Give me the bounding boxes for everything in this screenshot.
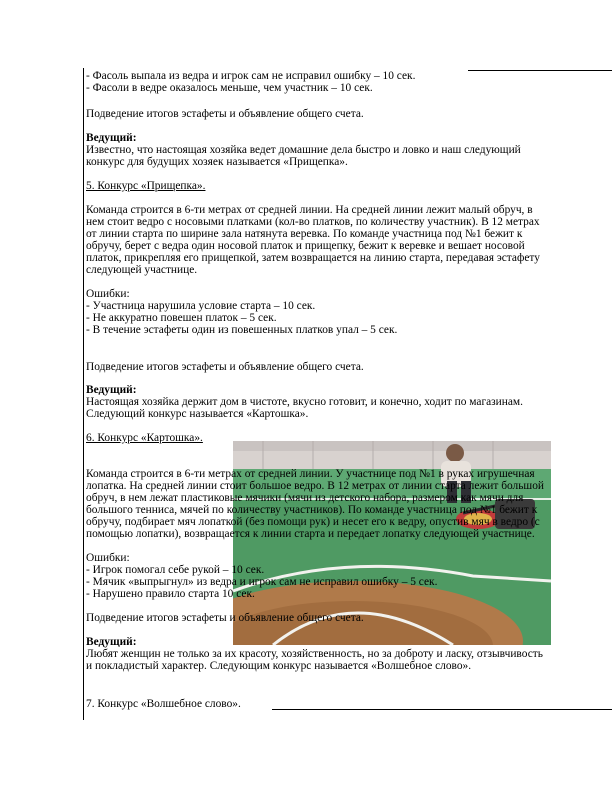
host-text-3a: Любят женщин не только за их красоту, хозяйственность, но за доброту и ласку, отзывчивость [86, 648, 543, 660]
section-6-text-2: лопатка. На средней линии стоит большое ведро. В 12 метрах от линии старта лежит большой [86, 480, 544, 492]
host-text-2a: Настоящая хозяйка держит дом в чистоте, вкусно готовит, и конечно, ходит по магазинам. [86, 396, 523, 408]
section-5-heading: 5. Конкурс «Прищепка». [86, 180, 206, 192]
summary-line-2: Подведение итогов эстафеты и объявление общего счета. [86, 361, 364, 373]
section-5-text-5: платок, прикрепляя его прищепкой, затем возвращается на линию старта, передавая эстафету [86, 252, 540, 264]
summary-line-3: Подведение итогов эстафеты и объявление общего счета. [86, 612, 364, 624]
errors-label-6: Ошибки: [86, 552, 130, 564]
host-text-1a: Известно, что настоящая хозяйка ведет домашние дела быстро и ловко и наш следующий [86, 144, 521, 156]
error-6-3: - Нарушено правило старта 10 сек. [86, 588, 255, 600]
section-5-text-6: следующей участнице. [86, 264, 198, 276]
section-7-rule [272, 709, 612, 710]
section-6-text-5: обручу, подбирает мяч лопаткой (без помощи рук) и несет его к ведру, опустив мяч в ведро (с [86, 516, 540, 528]
host-label-2: Ведущий: [86, 384, 137, 396]
top-right-rule [468, 70, 612, 71]
host-text-1b: конкурс для будущих хозяек называется «Прищепка». [86, 156, 348, 168]
section-5-text-4: обручу, берет с ведра один носовой платок и прищепку, бежит к веревке и вешает носовой [86, 240, 525, 252]
errors-label-5: Ошибки: [86, 288, 130, 300]
section-6-text-6: помощью лопатки), возвращается к линии старта и передает лопатку следующей участнице. [86, 528, 535, 540]
host-text-2b: Следующий конкурс называется «Картошка». [86, 408, 309, 420]
error-6-1: - Игрок помогал себе рукой – 10 сек. [86, 564, 265, 576]
host-label-3: Ведущий: [86, 636, 137, 648]
error-line-2: - Фасоли в ведре оказалось меньше, чем участник – 10 сек. [86, 82, 373, 94]
section-5-text-2: нем стоит ведро с носовыми платками (кол-во платков, по количеству участник). В 12 метрах [86, 216, 540, 228]
error-6-2: - Мячик «выпрыгнул» из ведра и игрок сам не исправил ошибку – 5 сек. [86, 576, 438, 588]
section-5-text-3: от линии старта по ширине зала натянута веревка. По команде участница под №1 бежит к [86, 228, 523, 240]
host-text-3b: и покладистый характер. Следующим конкурс называется «Волшебное слово». [86, 660, 472, 672]
error-5-2: - Не аккуратно повешен платок – 5 сек. [86, 312, 277, 324]
section-6-text-4: большого тенниса, мячей по количеству участников). По команде участница под №1 бежит к [86, 504, 538, 516]
section-6-text-1: Команда строится в 6-ти метрах от средней линии. У участнице под №1 в руках игрушечная [86, 468, 535, 480]
section-6-text-3: обруч, в нем лежат пластиковые мячики (мячи из детского набора, размером как мячи для [86, 492, 524, 504]
section-5-text-1: Команда строится в 6-ти метрах от средней линии. На средней линии лежит малый обруч, в [86, 204, 533, 216]
error-5-1: - Участница нарушила условие старта – 10 сек. [86, 300, 316, 312]
host-label-1: Ведущий: [86, 132, 137, 144]
section-6-heading: 6. Конкурс «Картошка». [86, 432, 203, 444]
left-margin-line [83, 68, 84, 720]
error-5-3: - В течение эстафеты один из повешенных платков упал – 5 сек. [86, 324, 398, 336]
summary-line-1: Подведение итогов эстафеты и объявление общего счета. [86, 108, 364, 120]
section-7-heading: 7. Конкурс «Волшебное слово». [86, 698, 241, 710]
error-line-1: - Фасоль выпала из ведра и игрок сам не исправил ошибку – 10 сек. [86, 70, 416, 82]
